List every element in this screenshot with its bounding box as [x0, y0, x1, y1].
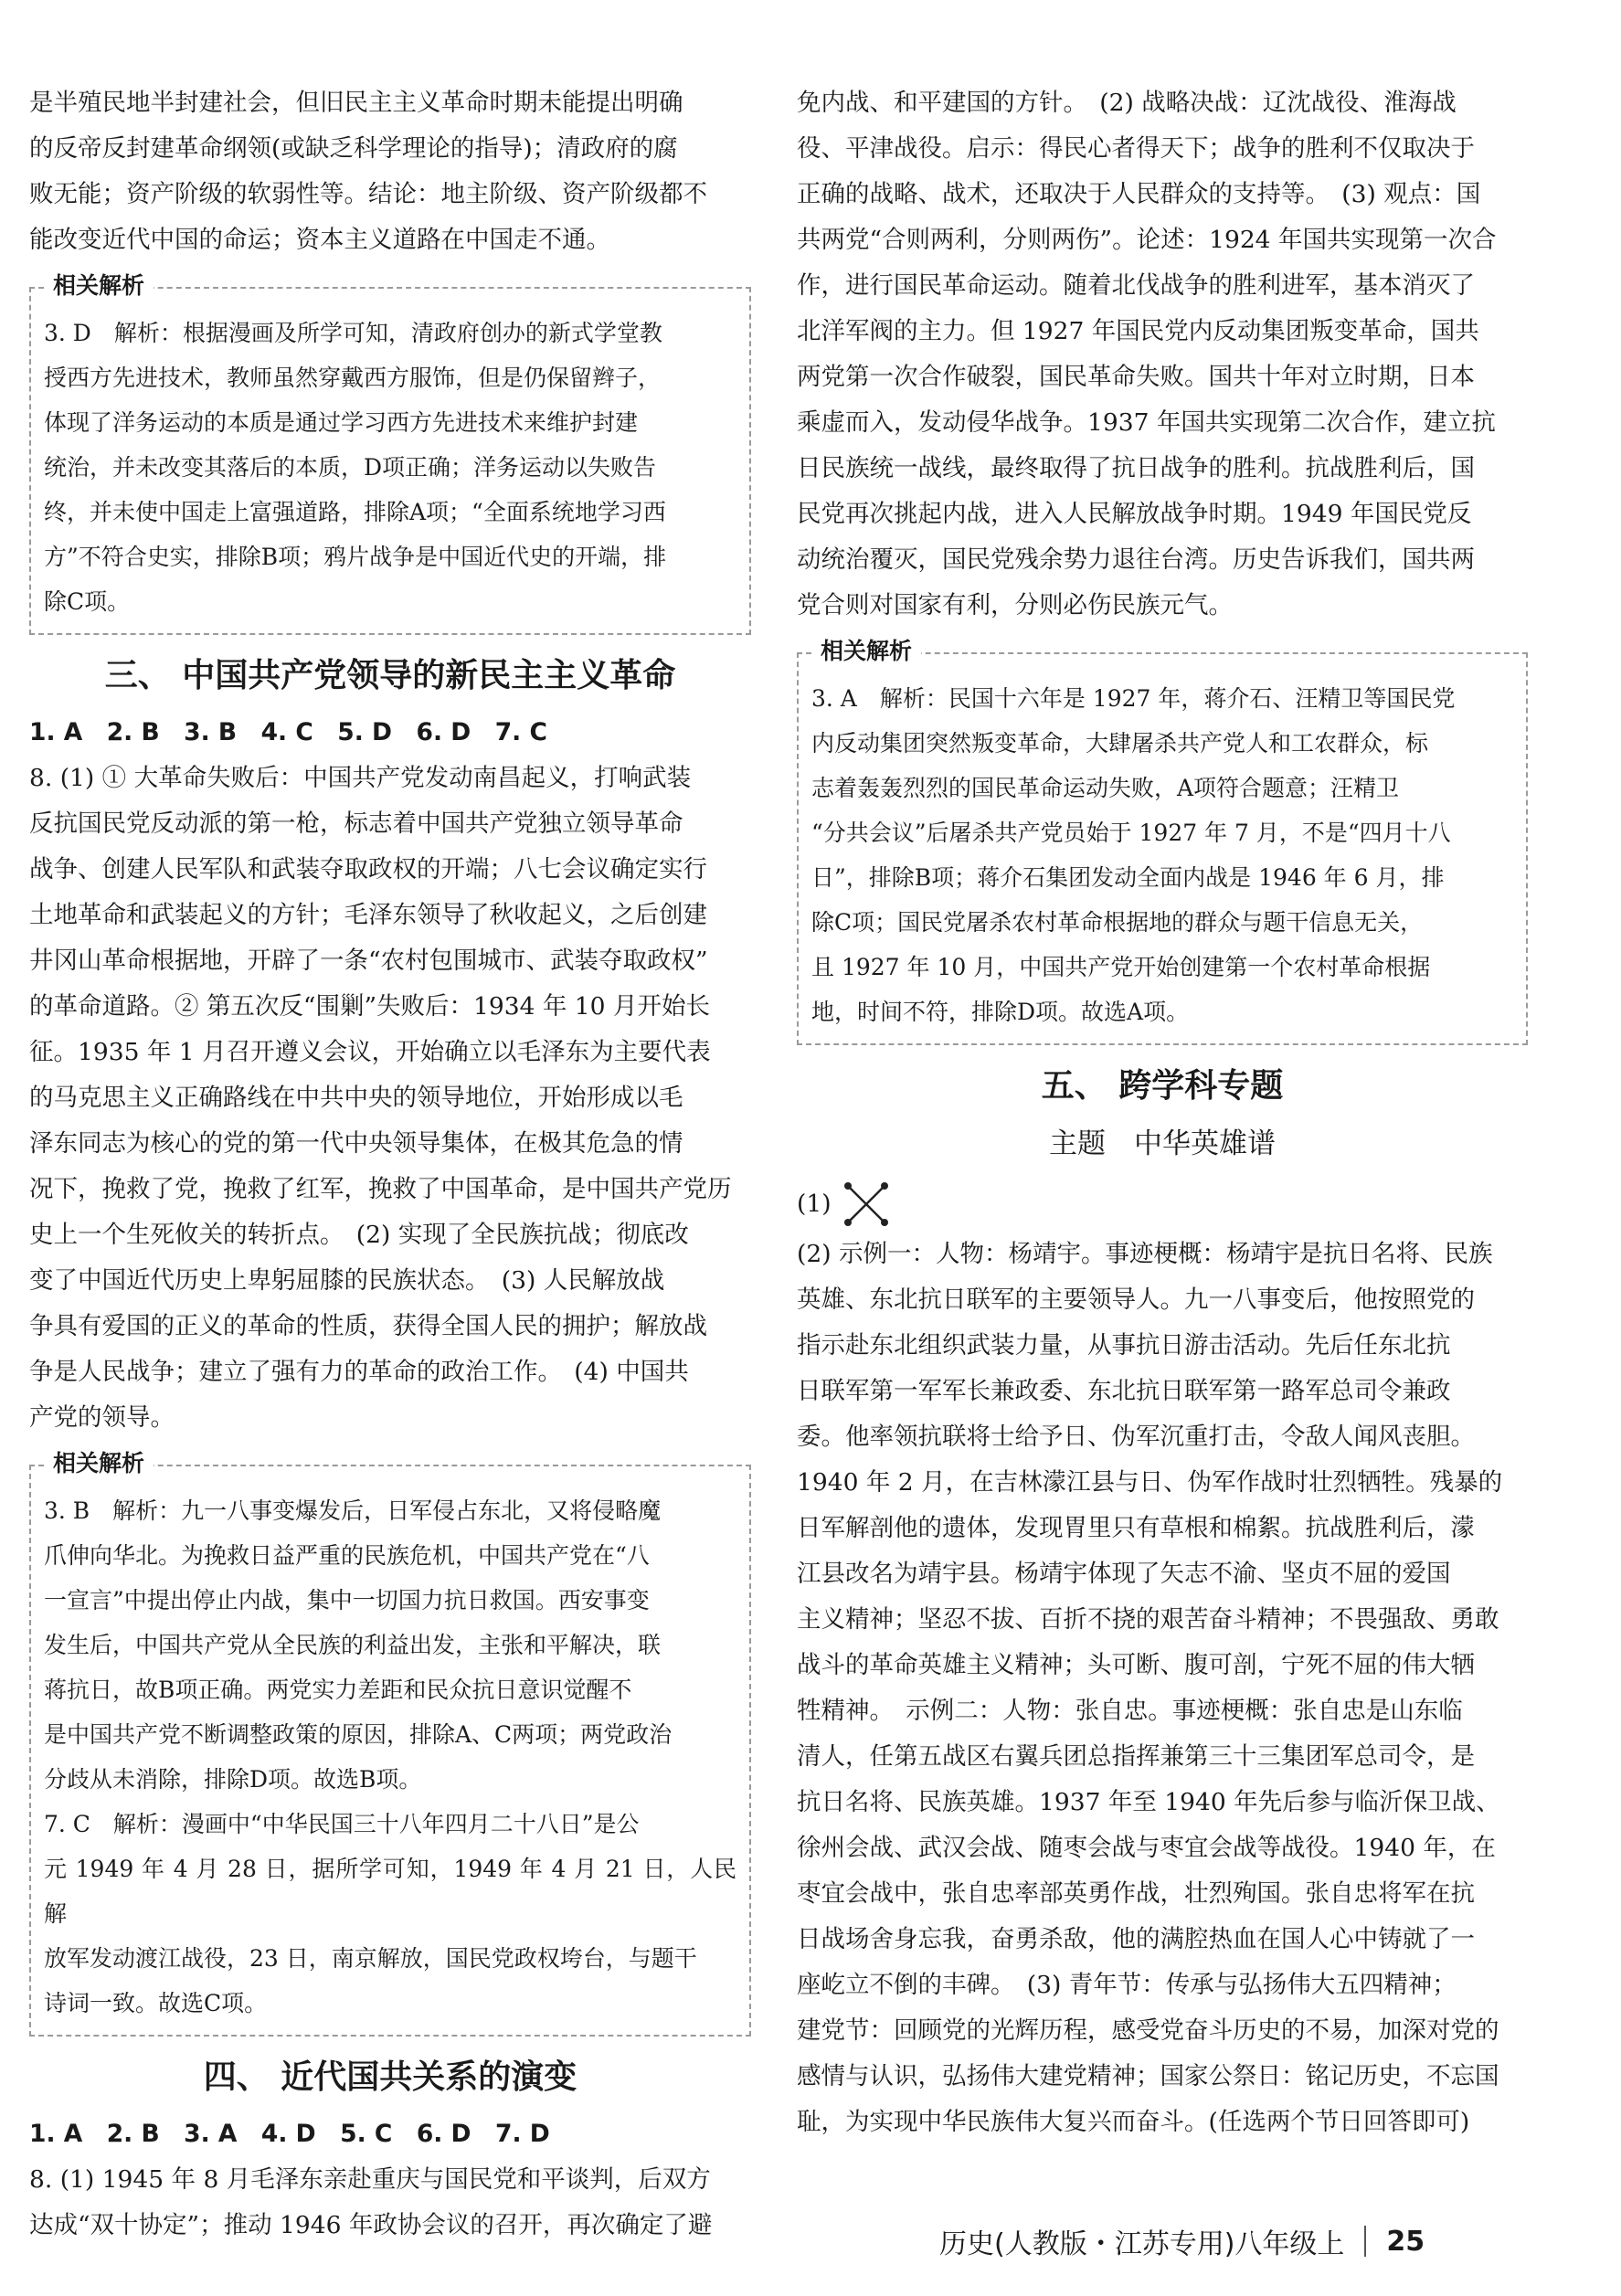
- text-line: 清人，任第五战区右翼兵团总指挥兼第三十三集团军总司令，是: [797, 1742, 1475, 1771]
- text-line: 日战场舍身忘我，奋勇杀敌，他的满腔热血在国人心中铸就了一: [797, 1925, 1475, 1953]
- page-number: 25: [1386, 2225, 1425, 2258]
- text-line: 役、平津战役。启示：得民心者得天下；战争的胜利不仅取决于: [797, 134, 1475, 163]
- text-line: 泽东同志为核心的党的第一代中央领导集体，在极其危急的情: [29, 1129, 683, 1158]
- text-line: 座屹立不倒的丰碑。 (3) 青年节：传承与弘扬伟大五四精神；: [797, 1971, 1457, 1999]
- answer-key: 1. A 2. B 3. A 4. D 5. C 6. D 7. D: [29, 2120, 550, 2148]
- text-line: 战争、创建人民军队和武装夺取政权的开端；八七会议确定实行: [29, 855, 707, 883]
- text-line: 是中国共产党不断调整政策的原因，排除A、C两项；两党政治: [44, 1721, 673, 1748]
- analysis-box-1: [29, 272, 751, 635]
- section-subheading: 主题 中华英雄谱: [1049, 1127, 1276, 1160]
- text-line: 枣宜会战中，张自忠率部英勇作战，壮烈殉国。张自忠将军在抗: [797, 1879, 1475, 1908]
- text-line: 战斗的革命英雄主义精神；头可断、腹可剖，宁死不屈的伟大牺: [797, 1651, 1475, 1679]
- text-line: 爪伸向华北。为挽救日益严重的民族危机，中国共产党在“八: [44, 1542, 650, 1569]
- text-line: 日联军第一军军长兼政委、东北抗日联军第一路军总司令兼政: [797, 1377, 1451, 1405]
- right-column: [797, 80, 1528, 2145]
- answer-key: 1. A 2. B 3. B 4. C 5. D 6. D 7. C: [29, 718, 547, 746]
- text-line: 元 1949 年 4 月 28 日，据所学可知，1949 年 4 月 21 日，人民解: [44, 1856, 736, 1927]
- subject-label: 历史(人教版・江苏专用)八年级上: [939, 2228, 1345, 2260]
- text-line: 诗词一致。故选C项。: [44, 1990, 268, 2016]
- text-line: 志着轰轰烈烈的国民革命运动失败，A项符合题意；汪精卫: [811, 775, 1400, 801]
- text-line: 一宣言”中提出停止内战，集中一切国力抗日救国。西安事变: [44, 1587, 650, 1614]
- text-line: 方”不符合史实，排除B项；鸦片战争是中国近代史的开端，排: [44, 544, 667, 570]
- left-intro: [29, 80, 751, 263]
- text-line: 感情与认识，弘扬伟大建党精神；国家公祭日：铭记历史，不忘国: [797, 2062, 1499, 2090]
- text-line: 7. C 解析：漫画中“中华民国三十八年四月二十八日”是公: [44, 1811, 640, 1837]
- text-line: 3. D 解析：根据漫画及所学可知，清政府创办的新式学堂教: [44, 320, 662, 346]
- text-line: 委。他率领抗联将士给予日、伪军沉重打击，令敌人闻风丧胆。: [797, 1423, 1475, 1451]
- section-heading-5: 五、 跨学科专题: [1041, 1067, 1284, 1105]
- text-line: 英雄、东北抗日联军的主要领导人。九一八事变后，他按照党的: [797, 1286, 1475, 1314]
- left-column: [29, 80, 751, 2248]
- text-line: 能改变近代中国的命运；资本主义道路在中国走不通。: [29, 226, 610, 254]
- section-heading-3: 三、 中国共产党领导的新民主主义革命: [104, 657, 676, 694]
- text-line: 的马克思主义正确路线在中共中央的领导地位，开始形成以毛: [29, 1084, 683, 1112]
- text-line: 3. A 解析：民国十六年是 1927 年，蒋介石、汪精卫等国民党: [811, 685, 1456, 712]
- text-line: 除C项。: [44, 588, 131, 615]
- text-line: 土地革命和武装起义的方针；毛泽东领导了秋收起义，之后创建: [29, 901, 707, 929]
- text-line: 牲精神。 示例二：人物：张自忠。事迹梗概：张自忠是山东临: [797, 1697, 1463, 1725]
- analysis-box-2: [29, 1450, 751, 2037]
- text-line: 蒋抗日，故B项正确。两党实力差距和民众抗日意识觉醒不: [44, 1677, 632, 1703]
- text-line: 耻，为实现中华民族伟大复兴而奋斗。(任选两个节日回答即可): [797, 2108, 1470, 2136]
- text-line: 的革命道路。② 第五次反“围剿”失败后：1934 年 10 月开始长: [29, 992, 710, 1021]
- right-intro: [797, 80, 1528, 629]
- text-line: 争具有爱国的正义的革命的性质，获得全国人民的拥护；解放战: [29, 1312, 707, 1340]
- text-line: 反抗国民党反动派的第一枪，标志着中国共产党独立领导革命: [29, 809, 683, 838]
- text-line: 争是人民战争；建立了强有力的革命的政治工作。 (4) 中国共: [29, 1358, 689, 1386]
- text-line: 抗日名将、民族英雄。1937 年至 1940 年先后参与临沂保卫战、: [797, 1788, 1500, 1816]
- text-line: 两党第一次合作破裂，国民革命失败。国共十年对立时期，日本: [797, 363, 1475, 391]
- text-line: 况下，挽救了党，挽救了红军，挽救了中国革命，是中国共产党历: [29, 1175, 732, 1203]
- text-line: 共两党“合则两利，分则两伤”。论述：1924 年国共实现第一次合: [797, 226, 1497, 254]
- text-line: 终，并未使中国走上富强道路，排除A项；“全面系统地学习西: [44, 499, 666, 525]
- text-line: 史上一个生死攸关的转折点。 (2) 实现了全民族抗战；彻底改: [29, 1221, 689, 1249]
- text-line: 民党再次挑起内战，进入人民解放战争时期。1949 年国民党反: [797, 500, 1472, 528]
- text-line: 指示赴东北组织武装力量，从事抗日游击活动。先后任东北抗: [797, 1331, 1451, 1360]
- text-line: 北洋军阀的主力。但 1927 年国民党内反动集团叛变革命，国共: [797, 317, 1479, 345]
- text-line: 败无能；资产阶级的软弱性等。结论：地主阶级、资产阶级都不: [29, 180, 707, 208]
- text-line: 放军发动渡江战役，23 日，南京解放，国民党政权垮台，与题干: [44, 1945, 697, 1972]
- footer-divider: [1364, 2226, 1366, 2257]
- question-label: (1): [797, 1190, 832, 1218]
- text-line: 3. B 解析：九一八事变爆发后，日军侵占东北，又将侵略魔: [44, 1497, 662, 1524]
- text-line: 除C项；国民党屠杀农村革命根据地的群众与题干信息无关，: [811, 909, 1424, 936]
- text-line: 1940 年 2 月，在吉林濛江县与日、伪军作战时壮烈牺牲。残暴的: [797, 1468, 1503, 1497]
- text-line: 日民族统一战线，最终取得了抗日战争的胜利。抗战胜利后，国: [797, 454, 1475, 482]
- text-line: 免内战、和平建国的方针。 (2) 战略决战：辽沈战役、淮海战: [797, 89, 1457, 117]
- text-line: 动统治覆灭，国民党残余势力退往台湾。历史告诉我们，国共两: [797, 545, 1475, 574]
- text-line: 作，进行国民革命运动。随着北伐战争的胜利进军，基本消灭了: [797, 271, 1475, 300]
- text-line: 地，时间不符，排除D项。故选A项。: [811, 999, 1190, 1025]
- analysis-box-title: 相关解析: [44, 1448, 154, 1479]
- page-footer: [939, 2218, 1425, 2264]
- text-line: 江县改名为靖宇县。杨靖宇体现了矢志不渝、坚贞不屈的爱国: [797, 1560, 1451, 1588]
- text-line: 日”，排除B项；蒋介石集团发动全面内战是 1946 年 6 月，排: [811, 864, 1445, 891]
- analysis-box-title: 相关解析: [44, 270, 154, 302]
- text-line: 内反动集团突然叛变革命，大肆屠杀共产党人和工农群众，标: [811, 730, 1429, 757]
- text-line: 发生后，中国共产党从全民族的利益出发，主张和平解决，联: [44, 1632, 662, 1658]
- section3-body: [29, 756, 751, 1441]
- text-line: 征。1935 年 1 月召开遵义会议，开始确立以毛泽东为主要代表: [29, 1038, 711, 1066]
- text-line: 井冈山革命根据地，开辟了一条“农村包围城市、武装夺取政权”: [29, 947, 708, 975]
- text-line: 体现了洋务运动的本质是通过学习西方先进技术来维护封建: [44, 409, 639, 436]
- text-line: “分共会议”后屠杀共产党员始于 1927 年 7 月，不是“四月十八: [811, 820, 1451, 846]
- text-line: 且 1927 年 10 月，中国共产党开始创建第一个农村革命根据: [811, 954, 1431, 980]
- section5-body: [797, 1232, 1528, 2145]
- text-line: 正确的战略、战术，还取决于人民群众的支持等。 (3) 观点：国: [797, 180, 1481, 208]
- analysis-box-3: [797, 638, 1528, 1045]
- section-heading-4: 四、 近代国共关系的演变: [203, 2058, 577, 2096]
- text-line: 变了中国近代历史上卑躬屈膝的民族状态。 (3) 人民解放战: [29, 1266, 665, 1295]
- text-line: 是半殖民地半封建社会，但旧民主主义革命时期未能提出明确: [29, 89, 683, 117]
- text-line: 日军解剖他的遗体，发现胃里只有草根和棉絮。抗战胜利后，濛: [797, 1514, 1475, 1542]
- text-line: 统治，并未改变其落后的本质，D项正确；洋务运动以失败告: [44, 454, 657, 481]
- text-line: 的反帝反封建革命纲领(或缺乏科学理论的指导)；清政府的腐: [29, 134, 678, 163]
- cross-match-icon: [841, 1179, 892, 1230]
- text-line: 8. (1) 1945 年 8 月毛泽东亲赴重庆与国民党和平谈判，后双方: [29, 2165, 711, 2194]
- text-line: (2) 示例一：人物：杨靖宇。事迹梗概：杨靖宇是抗日名将、民族: [797, 1240, 1493, 1268]
- text-line: 主义精神；坚忍不拔、百折不挠的艰苦奋斗精神；不畏强敌、勇敢: [797, 1605, 1499, 1634]
- text-line: 分歧从未消除，排除D项。故选B项。: [44, 1766, 422, 1793]
- text-line: 8. (1) ① 大革命失败后：中国共产党发动南昌起义，打响武装: [29, 764, 692, 792]
- text-line: 达成“双十协定”；推动 1946 年政协会议的召开，再次确定了避: [29, 2211, 713, 2239]
- matching-answer: [797, 1177, 1528, 1232]
- text-line: 乘虚而入，发动侵华战争。1937 年国共实现第二次合作，建立抗: [797, 408, 1496, 437]
- analysis-box-title: 相关解析: [811, 636, 921, 667]
- text-line: 党合则对国家有利，分则必伤民族元气。: [797, 591, 1233, 619]
- text-line: 产党的领导。: [29, 1403, 175, 1432]
- text-line: 建党节：回顾党的光辉历程，感受党奋斗历史的不易，加深对党的: [797, 2016, 1499, 2045]
- text-line: 徐州会战、武汉会战、随枣会战与枣宜会战等战役。1940 年，在: [797, 1834, 1496, 1862]
- text-line: 授西方先进技术，教师虽然穿戴西方服饰，但是仍保留辫子，: [44, 365, 662, 391]
